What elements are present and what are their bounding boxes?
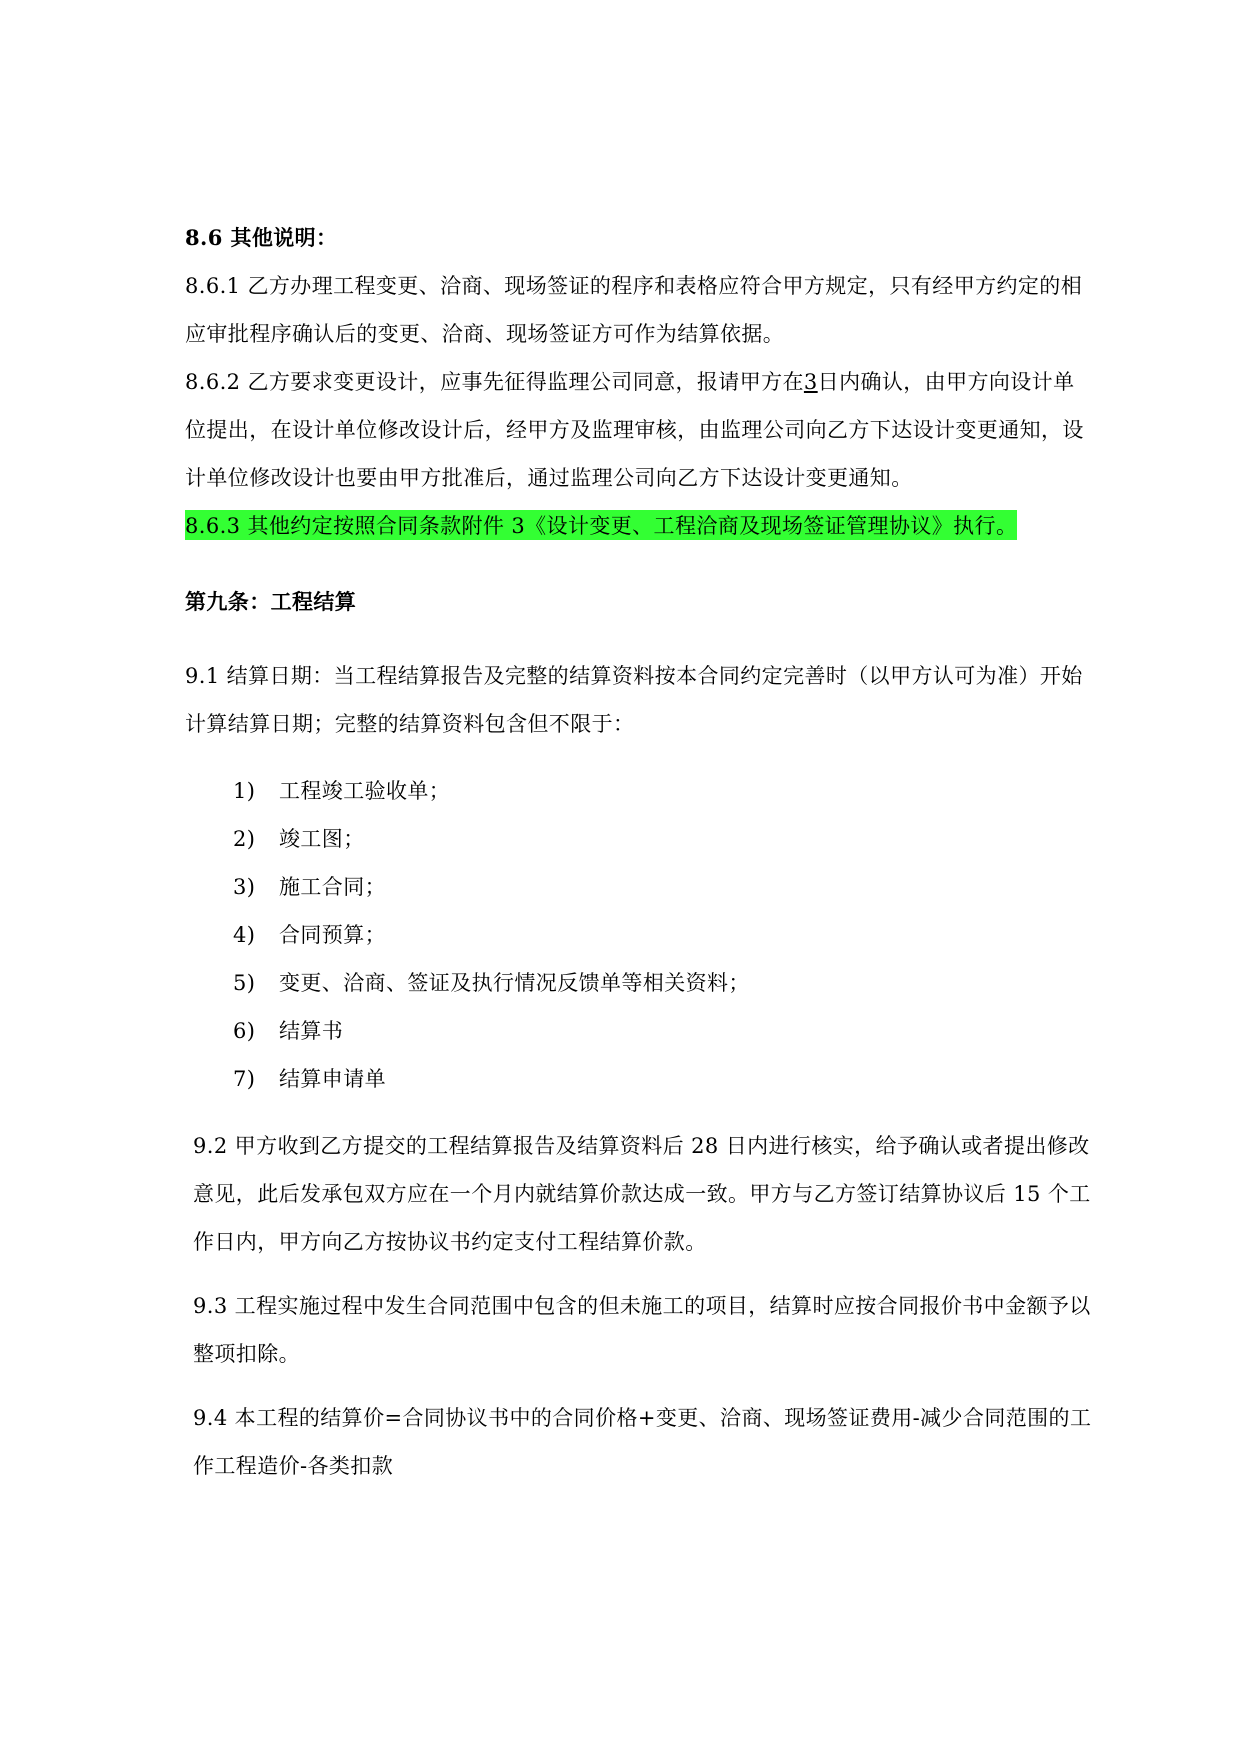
- clause-9-2-line-3: 作日内，甲方向乙方按协议书约定支付工程结算价款。: [193, 1230, 707, 1254]
- clause-9-4-line-2: 作工程造价-各类扣款: [193, 1454, 394, 1478]
- list-item: [233, 967, 750, 997]
- list-item-text: 结算申请单: [279, 1067, 386, 1091]
- list-item-number: 5): [233, 971, 256, 995]
- clause-9-4-line-1: 9.4 本工程的结算价=合同协议书中的合同价格+变更、洽商、现场签证费用-减少合同范围的工: [193, 1406, 1092, 1430]
- list-item-number: 2): [233, 827, 256, 851]
- list-item-text: 合同预算；: [279, 923, 386, 947]
- list-item-text: 竣工图；: [279, 827, 365, 851]
- clause-8-6-1-line-2: 应审批程序确认后的变更、洽商、现场签证方可作为结算依据。: [185, 322, 785, 346]
- section-8-6-heading: 8.6 其他说明：: [185, 225, 338, 250]
- clause-9-1-line-1: 9.1 结算日期：当工程结算报告及完整的结算资料按本合同约定完善时（以甲方认可为准）开始: [185, 664, 1083, 688]
- list-item: [233, 871, 386, 901]
- list-item-text: 施工合同；: [279, 875, 386, 899]
- list-item: [233, 775, 450, 805]
- confirm-days-value: 3: [803, 370, 818, 394]
- clause-9-1-line-2: 计算结算日期；完整的结算资料包含但不限于：: [185, 712, 635, 736]
- clause-9-2-line-2: 意见，此后发承包双方应在一个月内就结算价款达成一致。甲方与乙方签订结算协议后 15 个工: [193, 1182, 1091, 1206]
- clause-8-6-2-line-1: [185, 366, 1074, 396]
- list-item-number: 3): [233, 875, 256, 899]
- clause-9-3-line-1: 9.3 工程实施过程中发生合同范围中包含的但未施工的项目，结算时应按合同报价书中金额予以: [193, 1294, 1091, 1318]
- list-item-number: 1): [233, 779, 256, 803]
- list-item-text: 结算书: [279, 1019, 344, 1043]
- list-item-number: 4): [233, 923, 256, 947]
- clause-8-6-2-line-2: 位提出，在设计单位修改设计后，经甲方及监理审核，由监理公司向乙方下达设计变更通知，设: [185, 418, 1084, 442]
- clause-8-6-3-highlighted: 8.6.3 其他约定按照合同条款附件 3《设计变更、工程洽商及现场签证管理协议》执行。: [185, 510, 1017, 540]
- list-item: [233, 823, 365, 853]
- clause-8-6-2-line-3: 计单位修改设计也要由甲方批准后，通过监理公司向乙方下达设计变更通知。: [185, 466, 913, 490]
- clause-9-3-line-2: 整项扣除。: [193, 1342, 300, 1366]
- list-item: [233, 1063, 386, 1093]
- clause-8-6-2-text-b: 日内确认，由甲方向设计单: [817, 370, 1075, 394]
- clause-8-6-2-text-a: 8.6.2 乙方要求变更设计，应事先征得监理公司同意，报请甲方在: [185, 370, 804, 394]
- article-9-heading: 第九条：工程结算: [185, 589, 357, 614]
- list-item: [233, 919, 386, 949]
- list-item-text: 变更、洽商、签证及执行情况反馈单等相关资料；: [279, 971, 750, 995]
- list-item: [233, 1015, 343, 1045]
- list-item-number: 7): [233, 1067, 256, 1091]
- list-item-text: 工程竣工验收单；: [279, 779, 451, 803]
- clause-8-6-1-line-1: 8.6.1 乙方办理工程变更、洽商、现场签证的程序和表格应符合甲方规定，只有经甲方约定的相: [185, 274, 1083, 298]
- list-item-number: 6): [233, 1019, 256, 1043]
- clause-9-2-line-1: 9.2 甲方收到乙方提交的工程结算报告及结算资料后 28 日内进行核实，给予确认或者提出修改: [193, 1134, 1090, 1158]
